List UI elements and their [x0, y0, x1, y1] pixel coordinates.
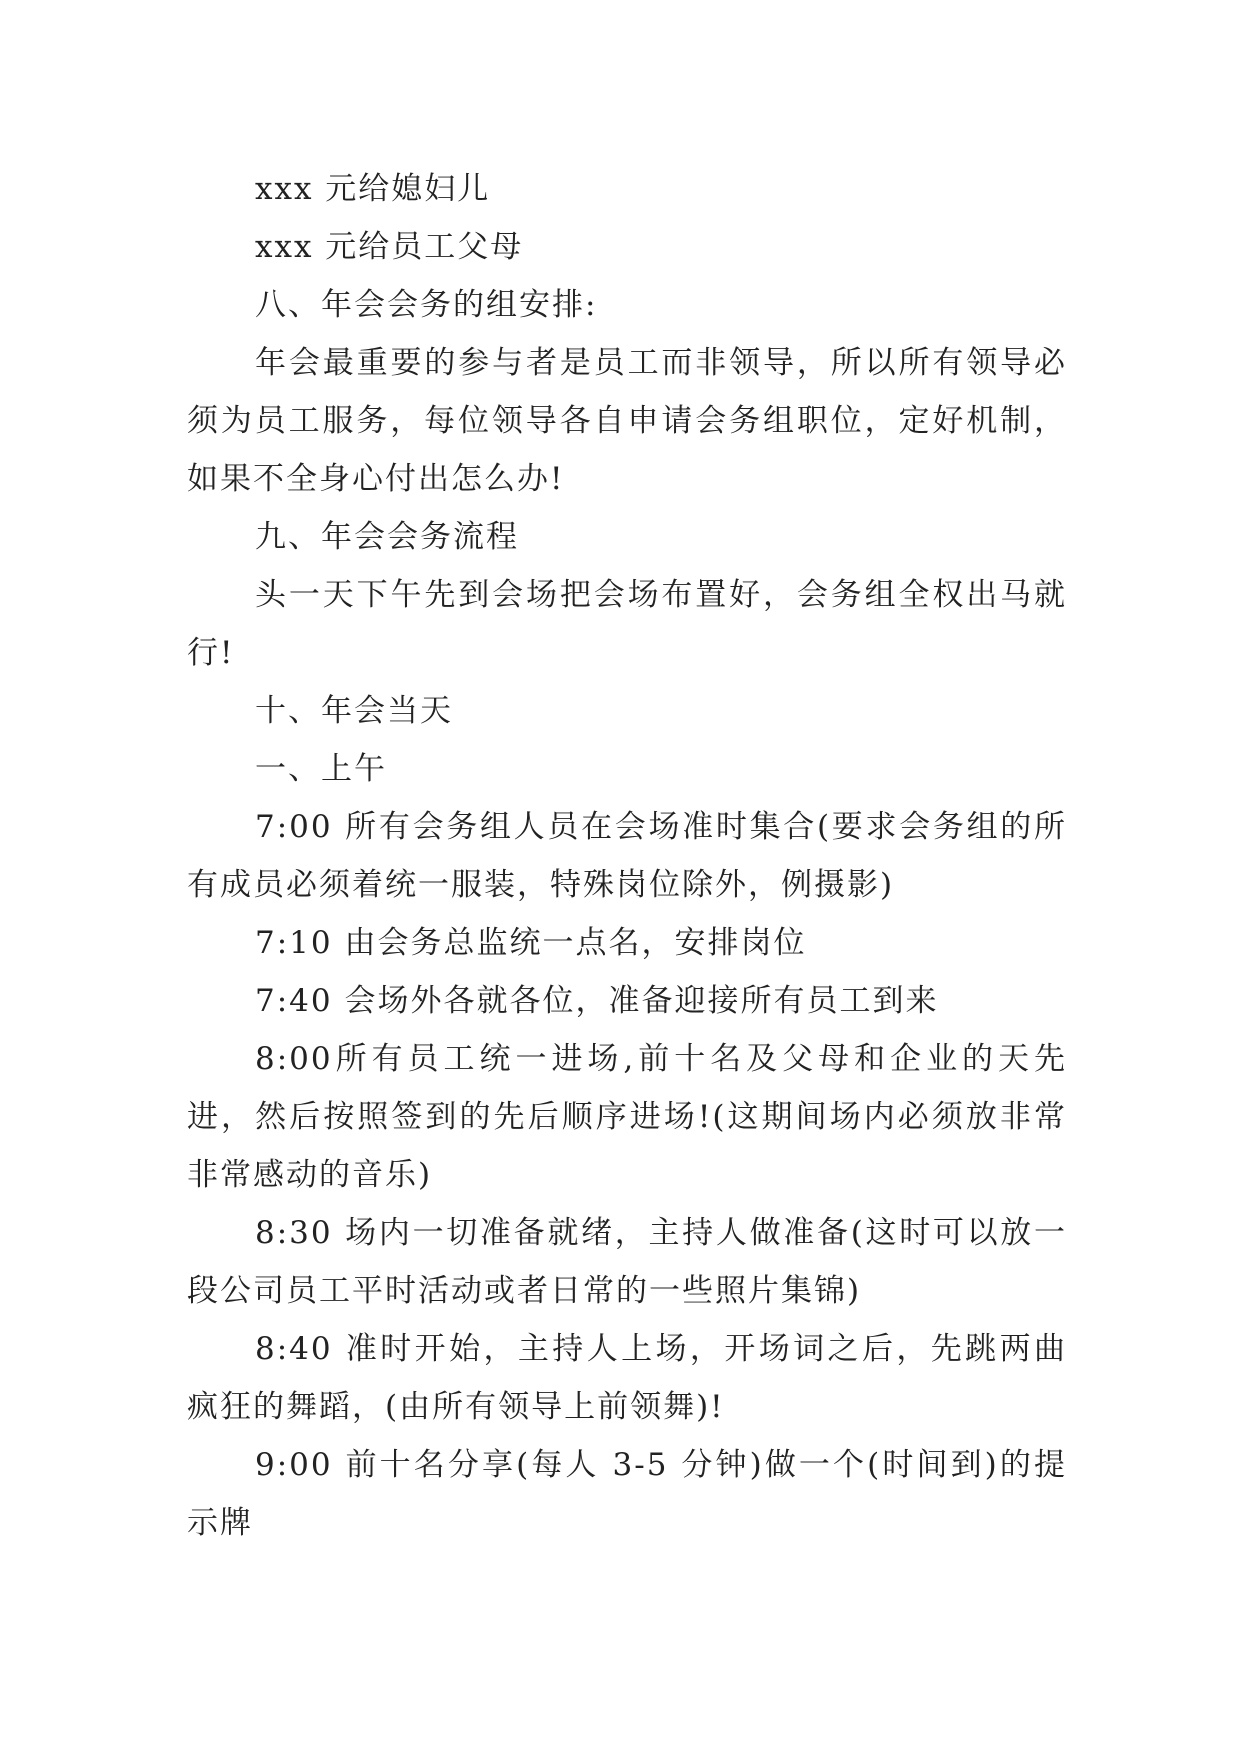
- paragraph-staff-arrangement: 年会最重要的参与者是员工而非领导，所以所有领导必须为员工服务，每位领导各自申请会务组职位，定好机制，如果不全身心付出怎么办!: [187, 345, 1067, 497]
- schedule-item-0900: 9:00 前十名分享(每人 3-5 分钟)做一个(时间到)的提示牌: [187, 1447, 1067, 1541]
- section-heading-10: 十、年会当天: [255, 693, 453, 729]
- schedule-item-0800: 8:00所有员工统一进场,前十名及父母和企业的天先进，然后按照签到的先后顺序进场!(这期间场内必须放非常非常感动的音乐): [187, 1041, 1067, 1193]
- section-heading-8: 八、年会会务的组安排:: [255, 287, 598, 323]
- subheading-morning: 一、上午: [255, 751, 387, 787]
- schedule-item-0700: 7:00 所有会务组人员在会场准时集合(要求会务组的所有成员必须着统一服装，特殊岗位除外，例摄影): [187, 809, 1067, 903]
- paragraph-venue-setup: 头一天下午先到会场把会场布置好，会务组全权出马就行!: [187, 577, 1067, 671]
- schedule-item-0830: 8:30 场内一切准备就绪，主持人做准备(这时可以放一段公司员工平时活动或者日常的一些照片集锦): [187, 1215, 1067, 1309]
- schedule-item-0740: 7:40 会场外各就各位，准备迎接所有员工到来: [255, 983, 939, 1019]
- schedule-item-0710: 7:10 由会务总监统一点名，安排岗位: [255, 925, 807, 961]
- document-body: [187, 160, 1067, 1552]
- section-heading-9: 九、年会会务流程: [255, 519, 519, 555]
- paragraph-gift-parents: xxx 元给员工父母: [255, 229, 524, 265]
- schedule-item-0840: 8:40 准时开始，主持人上场，开场词之后，先跳两曲疯狂的舞蹈，(由所有领导上前领舞)!: [187, 1331, 1067, 1425]
- paragraph-gift-wife: xxx 元给媳妇儿: [255, 171, 491, 207]
